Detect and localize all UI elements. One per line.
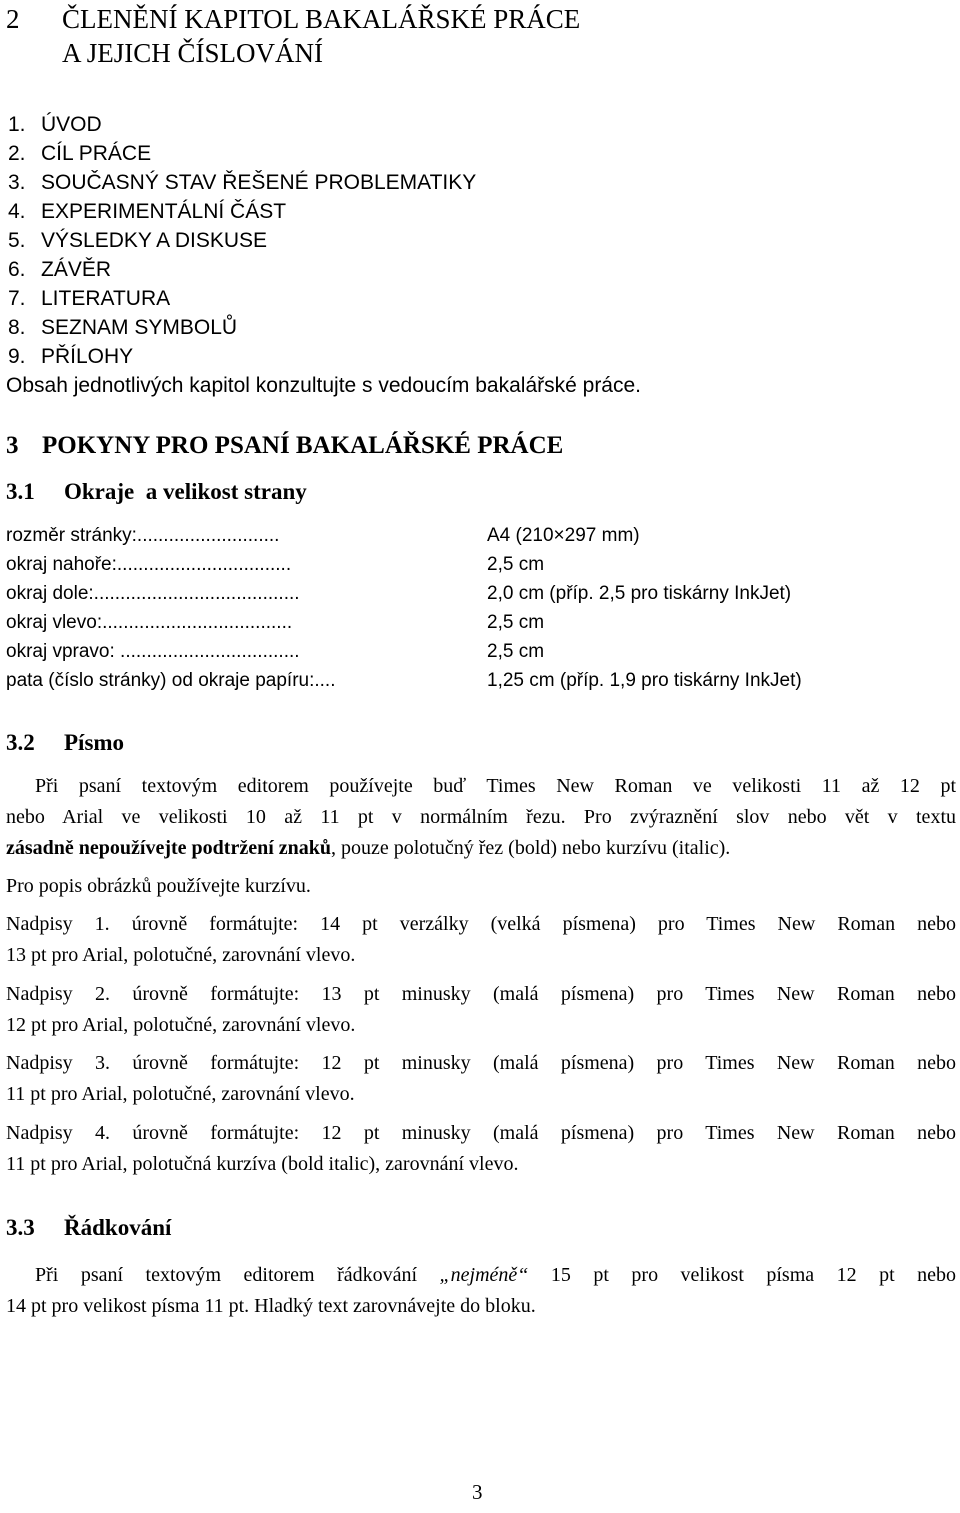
section-3-3-heading [6,1212,172,1244]
list-item: 3. SOUČASNÝ STAV ŘEŠENÉ PROBLEMATIKY [8,171,477,194]
text-line: 11 pt pro Arial, polotučná kurzíva (bold italic), zarovnání vlevo. [6,1153,519,1175]
text-line: nebo Arial ve velikosti 10 až 11 pt v normálním řezu. Pro zvýraznění slov nebo vět v textu [6,806,956,828]
italic-emphasis: „nejméně“ [439,1264,529,1286]
section-3-1-title: Okraje a velikost strany [64,479,307,504]
list-item: 8. SEZNAM SYMBOLŮ [8,316,238,339]
section-3-2-heading [6,727,125,759]
page-number: 3 [472,1480,483,1504]
chapter-3-heading [6,428,564,464]
paragraph [6,771,956,864]
list-item: 4. EXPERIMENTÁLNÍ ČÁST [8,200,287,223]
text-line: 11 pt pro Arial, polotučné, zarovnání vlevo. [6,1083,355,1105]
margins-list [6,521,946,695]
chapter-3-number: 3 [6,432,19,459]
section-3-3-title: Řádkování [64,1215,172,1240]
table-row: okraj vpravo: .................................. 2,5 cm [6,641,545,662]
text-line: Nadpisy 2. úrovně formátujte: 13 pt minusky (malá písmena) pro Times New Roman nebo [6,983,956,1005]
list-item: 2. CÍL PRÁCE [8,142,152,165]
table-row: okraj vlevo:.................................... 2,5 cm [6,612,545,633]
section-3-2-number: 3.2 [6,730,35,755]
text-line: Nadpisy 1. úrovně formátujte: 14 pt verzálky (velká písmena) pro Times New Roman nebo [6,913,956,935]
list-item: 1. ÚVOD [8,113,102,136]
chapter-3-title: POKYNY PRO PSANÍ BAKALÁŘSKÉ PRÁCE [42,432,564,459]
table-row: okraj nahoře:................................. 2,5 cm [6,554,545,575]
section-3-3-number: 3.3 [6,1215,35,1240]
text-line: 14 pt pro velikost písma 11 pt. Hladký text zarovnávejte do bloku. [6,1295,536,1317]
toc-note: Obsah jednotlivých kapitol konzultujte s vedoucím bakalářské práce. [6,374,642,397]
text-line: Nadpisy 4. úrovně formátujte: 12 pt minusky (malá písmena) pro Times New Roman nebo [6,1122,956,1144]
paragraph [6,1260,956,1322]
bold-emphasis: zásadně nepoužívejte podtržení znaků [6,837,331,859]
chapter-2-heading [6,2,946,72]
list-item: 9. PŘÍLOHY [8,345,134,368]
section-3-1-number: 3.1 [6,479,35,504]
paragraph [6,909,956,971]
chapter-2-number: 2 [6,4,20,34]
table-row: okraj dole:....................................... 2,0 cm (příp. 2,5 pro tiskárny InkJet) [6,583,792,604]
chapter-2-title-line2: A JEJICH ČÍSLOVÁNÍ [62,38,324,68]
paragraph [6,1048,956,1110]
paragraph [6,1118,956,1180]
paragraph [6,979,956,1041]
text-line: Nadpisy 3. úrovně formátujte: 12 pt minusky (malá písmena) pro Times New Roman nebo [6,1052,956,1074]
text-line: Při psaní textovým editorem používejte buď Times New Roman ve velikosti 11 až 12 pt [35,775,956,797]
list-item: 5. VÝSLEDKY A DISKUSE [8,229,268,252]
list-item: 6. ZÁVĚR [8,258,112,281]
paragraph [6,871,956,902]
section-3-1-heading [6,476,307,508]
text-line: Pro popis obrázků používejte kurzívu. [6,875,311,897]
chapter-list [8,110,476,371]
text-line: 13 pt pro Arial, polotučné, zarovnání vlevo. [6,944,356,966]
list-item: 7. LITERATURA [8,287,171,310]
text-line: Při psaní textovým editorem řádkování „nejméně“ 15 pt pro velikost písma 12 pt nebo [35,1264,956,1286]
chapter-2-title-line1: ČLENĚNÍ KAPITOL BAKALÁŘSKÉ PRÁCE [62,4,581,34]
section-3-2-title: Písmo [64,730,125,755]
text-line: zásadně nepoužívejte podtržení znaků, pouze polotučný řez (bold) nebo kurzívu (italic). [6,837,731,859]
table-row: rozměr stránky:........................... A4 (210×297 mm) [6,525,640,546]
text-line: 12 pt pro Arial, polotučné, zarovnání vlevo. [6,1014,356,1036]
table-row: pata (číslo stránky) od okraje papíru:.... 1,25 cm (příp. 1,9 pro tiskárny InkJet) [6,670,802,691]
